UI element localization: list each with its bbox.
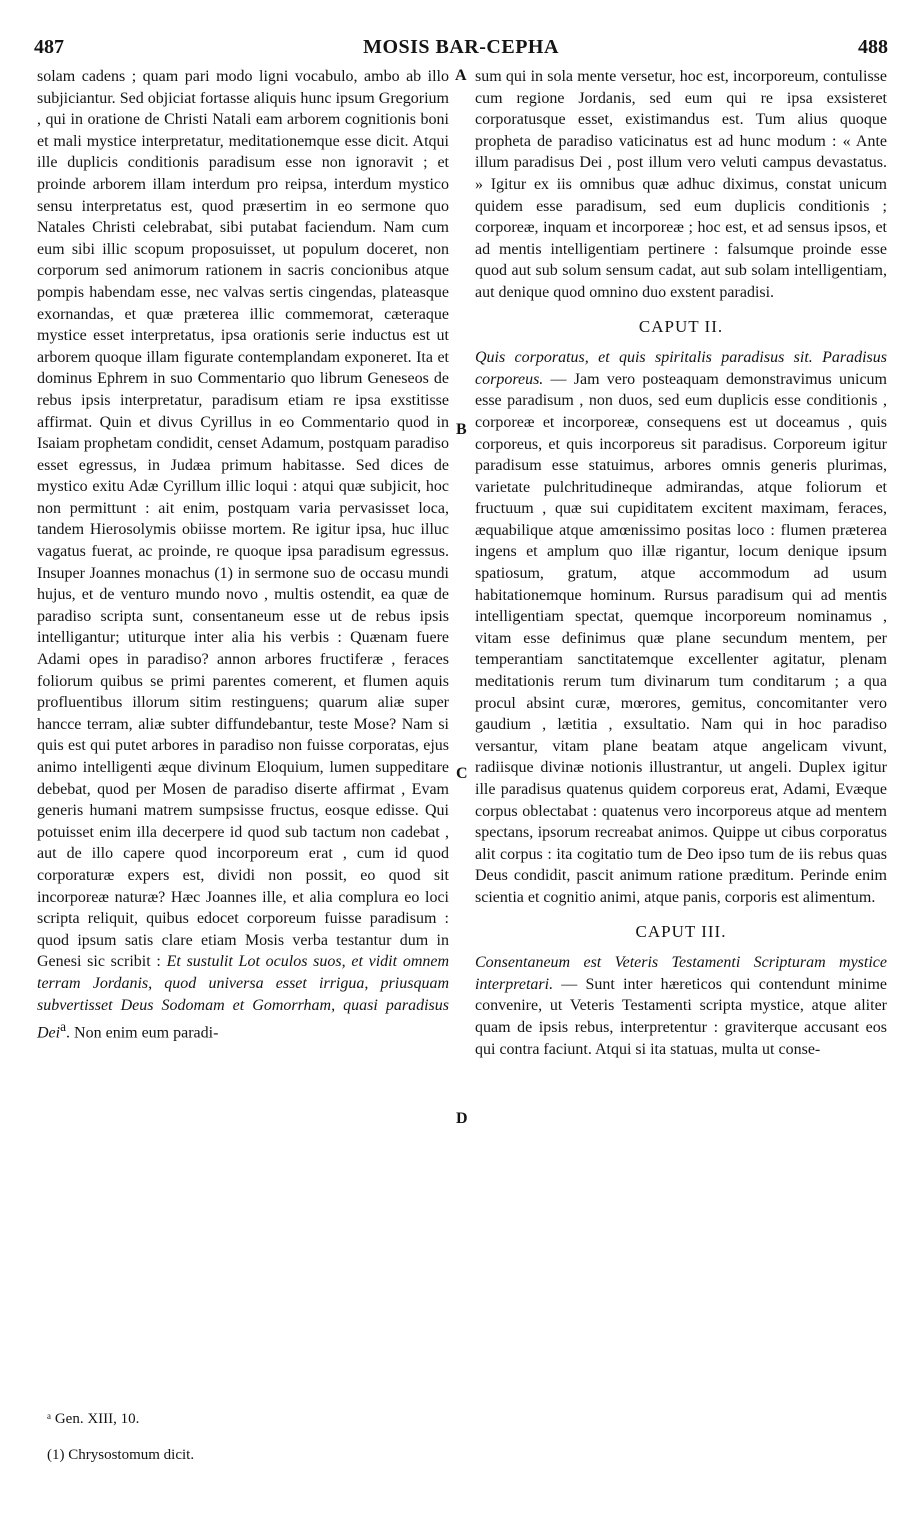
chapter-2-paragraph bbox=[475, 347, 887, 908]
chapter-3-heading: CAPUT III. bbox=[635, 921, 727, 941]
margin-marker-c: C bbox=[456, 765, 468, 782]
footnotes bbox=[47, 1408, 427, 1480]
page-header bbox=[30, 30, 892, 60]
left-column-tail: . Non enim eum paradi- bbox=[66, 1024, 219, 1042]
chapter-3-paragraph bbox=[475, 952, 887, 1060]
footnote-a: ᵃ Gen. XIII, 10. bbox=[47, 1411, 140, 1427]
left-column-text: solam cadens ; quam pari modo ligni vocabulo, ambo ab illo subjiciantur. Sed objiciat fortasse aliquis hunc ipsum Gregorium , qui in oratione de Christi Natali eam arborem cognitionis boni et mali mystice interpretatur, meditationemque esse dicit. Atqui ille duplicis conditionis paradisum esse non ignoravit ; et proinde arborem illam interdum pro reipsa, interdum mystico sensu interpretatus est, quod præsertim in eo sermone quo Natales Christi celebrabat, sibi putabat faciendum. Nam cum eum sibi illic scopum proposuisset, ut populum doceret, non corporum sed animorum rationem in sacris concionibus atque pompis habendam esse, nec valvas sertis cingendas, plateasque exornandas, et quæ præterea illic commemorat, cæteraque mystice esset interpretatus, ipsa orationis serie inductus est ut arborem quoque illam figurate contemplandam exponeret. Ita et dominus Ephrem in suo Commentario quo librum Geneseos de rebus ipsis interpretatur, paradisum etiam re ipsa exstitisse affirmat. Quin et divus Cyrillus in eo Commentario quod in Isaiam prophetam condidit, censet Adamum, postquam paradiso esset egressus, in Judæa primum habitasse. Sed dices de mystico exitu Adæ Cyrillum illic loqui : atqui quæ subjicit, hoc non permittunt : ait enim, postquam varia pervasisset loca, tandem Hierosolymis obiisse mortem. Re igitur ipsa, huc illuc vagatus fuerat, ac proinde, re quoque ipsa paradisum egressus. Insuper Joannes monachus (1) in sermone suo de occasu mundi hujus, et de venturo mundo novo , multis ostendit, ea quæ de paradiso scripta sunt, consentaneum esse ut de rebus ipsis intelligantur; utiturque inter alia his verbis : Quænam fuere Adami opes in paradiso? annon arbores fructiferæ , feraces foliorum quibus se primi parentes comerent, et flumen aquis profluentibus illorum sitim restinguens; quarum aliæ super hancce terram, aliæ subter diffundebantur, teste Mose? Nam si quis est qui putet arbores in paradiso non fuisse corporatas, ejus animo intelligenti æque divinum Eloquium, lumen suppeditare debebat, quod per Mosen de paradiso diserte affirmat , Evam generis humani matrem sumpsisse fructus, eosque edisse. Qui potuisset enim illa decerpere id quod sub tactum non cadebat , aut de illo capere quod incorporeum erat , cum id quod corporaturæ expers est, dividi non possit, eo quod sit incorporeæ naturæ? Hæc Joannes ille, et alia complura eo loci scripta reliquit, quibus edocet corporeum fuisse paradisum : quod ipsum satis clare etiam Mosis verba testantur dum in Genesi sic scribit : bbox=[37, 68, 449, 971]
chapter-3-text: — Sunt inter hæreticos qui contendunt minime convenire, ut Veteris Testamenti scripta mystice, atque aliter quam de ipsis rebus, interpretentur : graviterque accusant eos qui contra faciunt. Atqui si ita statuas, multa ut conse- bbox=[475, 975, 887, 1058]
footnote-ref-a: a bbox=[60, 1019, 67, 1035]
genesis-quote: Et sustulit Lot oculos suos, et vidit omnem terram Jordanis, quod universa esset irrigua, priusquam subvertisset Deus Sodomam et Gomorrham, quasi paradisus Dei bbox=[37, 953, 450, 1042]
chapter-2-subtitle: Quis corporatus, et quis spiritalis paradisus sit. Paradisus corporeus. bbox=[475, 349, 887, 388]
chapter-3-subtitle: Consentaneum est Veteris Testamenti Scripturam mystice interpretari. bbox=[475, 954, 887, 993]
margin-marker-a: A bbox=[455, 67, 467, 84]
footnote-1: (1) Chrysostomum dicit. bbox=[47, 1447, 195, 1463]
margin-marker-d: D bbox=[456, 1110, 468, 1127]
page-number-left: 487 bbox=[34, 36, 64, 58]
margin-marker-b: B bbox=[456, 421, 467, 438]
right-column-paragraph-1: sum qui in sola mente versetur, hoc est, incorporeum, contulisse cum regione Jordanis, sed eum qui re ipsa exsisteret corporatusque esset, existimandus est. Tum alius quoque propheta de paradiso vaticinatus est ad hunc modum : « Ante illum paradisus Dei , post illum vero veluti campus devastatus. » Igitur ex iis omnibus quæ adhuc diximus, constat unicum quidem esse paradisum, sed eum duplicis conditionis ; corporeæ, inquam et incorporeæ ; hoc est, et ad sensus ipsos, et ad mentis intelligentiam pertinere : falsumque proinde esse quod aut sub solum sensum cadat, aut sub solam intelligentiam, aut denique quod omnino duo exstent paradisi. bbox=[475, 68, 887, 301]
left-column bbox=[37, 66, 449, 1044]
chapter-2-text: — Jam vero posteaquam demonstravimus unicum esse paradisum , non duos, sed eum duplicis esse conditionis , corporeæ et incorporeæ, consequens est ut doceamus , quis corporeus, et quis incorporeus sit paradisus. Corporeum igitur paradisum esse statuimus, arbores omnis generis plurimas, varietate pulchritudineque admirandas, atque foliorum et fructuum , quæ sui cupiditatem excitent maximam, feraces, æquabilique atque amœnissimo positas loco : flumen præterea ingens et amplum quo illæ rigantur, locum denique ipsum spatiosum, gratum, atque accommodum ad usum habitationemque hominum. Rursus paradisum qui ad mentis intelligentiam spectat, quemque incorporeum nominamus , vitam esse definimus quæ plane secundum mentem, per temperantiam sanctitatemque excellenter agitatur, plenam meditationis rerum tum divinarum tum conditarum ; a qua procul absint curæ, mœrores, gemitus, concomitanter vero gaudium , lætitia , exsultatio. Nam qui in hoc paradiso versantur, vitam plane beatam atque angelicam vivunt, radiisque divinæ notionis illustrantur, ut angeli. Duplex igitur ille paradisus quatenus quidem corporeus erat, Adami, Evæque corpus oblectabat : quatenus vero incorporeus atque ad mentem spectans, ipsorum recreabat animos. Quippe ut cibus corporatus alit corpus : ita cogitatio tum de Deo ipso tum de iis rebus quas Deus condidit, pascit animum ratione præditum. Perinde enim scientia et cognitio animi, atque panis, corporis est alimentum. bbox=[475, 370, 887, 906]
running-title: MOSIS BAR-CEPHA bbox=[363, 36, 559, 58]
chapter-2-heading: CAPUT II. bbox=[638, 316, 724, 336]
left-column-paragraph bbox=[37, 66, 449, 1044]
right-column bbox=[475, 66, 887, 1060]
page-number-right: 488 bbox=[858, 36, 888, 58]
